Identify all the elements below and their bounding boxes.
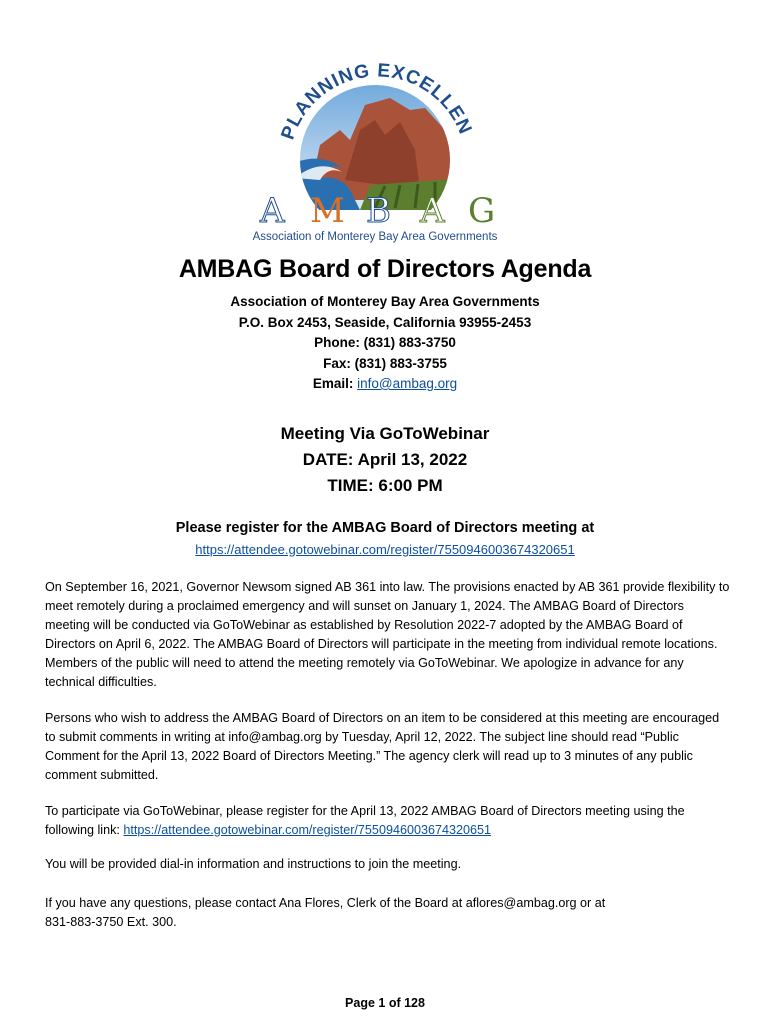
paragraph-questions (45, 894, 730, 932)
logo-subtitle: Association of Monterey Bay Area Governments (252, 231, 498, 243)
email-link[interactable]: info@ambag.org (357, 376, 458, 391)
email-label: Email: (312, 376, 354, 391)
paragraph-public-comment: Persons who wish to address the AMBAG Board of Directors on an item to be considered at this meeting are encouraged to submit comments in writing at info@ambag.org by Tuesday, April 12, 2022. The subject line should read “Public Comment for the April 13, 2022 Board of Directors Meeting.” The agency clerk will read up to 3 minutes of any public comment submitted. (45, 711, 720, 782)
org-address: P.O. Box 2453, Seaside, California 93955-2453 (238, 314, 532, 330)
logo-letter-a1: A (260, 191, 285, 231)
page-number: Page 1 of 128 (345, 996, 425, 1010)
org-email-line (0, 374, 770, 395)
participate-text: To participate via GoToWebinar, please register for the April 13, 2022 AMBAG Board of Directors meeting using the following link: (45, 804, 685, 837)
logo-arc-text: PLANNING EXCELLEN (277, 60, 476, 143)
questions-line-2: 831-883-3750 Ext. 300. (45, 915, 177, 929)
paragraph-participate (45, 802, 730, 840)
meeting-info (0, 421, 770, 499)
ambag-logo (250, 60, 500, 245)
participate-link[interactable]: https://attendee.gotowebinar.com/register/7550946003674320651 (123, 823, 492, 837)
register-heading: Please register for the AMBAG Board of Directors meeting at (175, 520, 595, 536)
register-block (0, 517, 770, 561)
questions-line-1: If you have any questions, please contact Ana Flores, Clerk of the Board at aflores@ambag.org or at (45, 896, 606, 910)
logo-letter-b: B (366, 191, 391, 231)
logo-letter-g: G (468, 191, 496, 231)
org-name: Association of Monterey Bay Area Governments (230, 294, 540, 309)
meeting-time: TIME: 6:00 PM (327, 476, 443, 495)
meeting-date: DATE: April 13, 2022 (302, 450, 468, 469)
register-link[interactable]: https://attendee.gotowebinar.com/register/7550946003674320651 (195, 542, 575, 557)
meeting-via: Meeting Via GoToWebinar (280, 424, 490, 443)
logo-letter-a2: A (420, 191, 445, 231)
org-contact-block (0, 292, 770, 395)
paragraph-ab361: On September 16, 2021, Governor Newsom signed AB 361 into law. The provisions enacted by AB 361 provide flexibility to meet remotely during a proclaimed emergency and will sunset on January 1, 2024. The AMBAG Board of Directors meeting will be conducted via GoToWebinar as established by Resolution 2022-7 adopted by the AMBAG Board of Directors on April 6, 2022. The AMBAG Board of Directors will participate in the meeting from individual remote locations. Members of the public will need to attend the meeting remotely via GoToWebinar. We apologize in advance for any technical difficulties. (45, 580, 730, 689)
org-phone: Phone: (831) 883-3750 (314, 335, 456, 350)
org-fax: Fax: (831) 883-3755 (323, 355, 447, 371)
page-title: AMBAG Board of Directors Agenda (178, 255, 592, 283)
paragraph-dial-in: You will be provided dial-in information and instructions to join the meeting. (45, 857, 462, 871)
logo-letter-m: M (310, 191, 345, 231)
